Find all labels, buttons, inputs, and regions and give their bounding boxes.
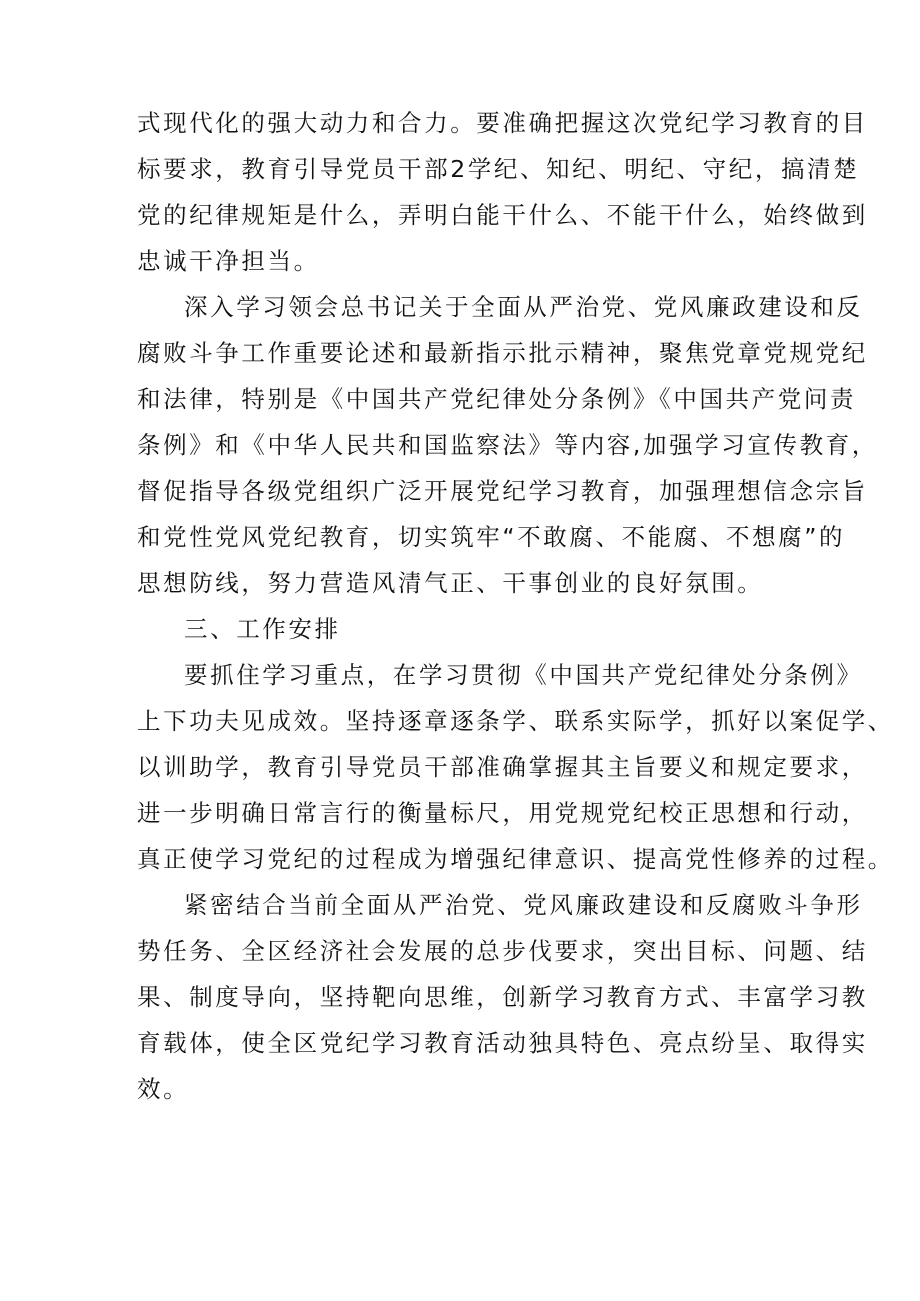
- text-line: 腐败斗争工作重要论述和最新指示批示精神，聚焦党章党规党纪: [137, 339, 868, 367]
- text-line: 真正使学习党纪的过程成为增强纪律意识、提高党性修养的过程。: [137, 845, 894, 873]
- text-line: 要抓住学习重点，在学习贯彻《中国共产党纪律处分条例》: [184, 661, 863, 689]
- section-heading-text: 三、工作安排: [184, 615, 341, 643]
- text-line: 和法律，特别是《中国共产党纪律处分条例》《中国共产党问责: [137, 385, 857, 413]
- paragraph-1: [137, 100, 868, 284]
- text-line: 紧密结合当前全面从严治党、党风廉政建设和反腐败斗争形: [184, 891, 863, 919]
- text-line: 忠诚干净担当。: [137, 247, 320, 275]
- text-line: 党的纪律规矩是什么，弄明白能干什么、不能干什么，始终做到: [137, 201, 868, 229]
- paragraph-2: [137, 284, 878, 606]
- document-body: [137, 100, 894, 1112]
- text-line: 育载体，使全区党纪学习教育活动独具特色、亮点纷呈、取得实: [137, 1029, 868, 1057]
- section-heading: [137, 606, 797, 652]
- text-line: 效。: [137, 1075, 190, 1103]
- text-line: 和党性党风党纪教育，切实筑牢“不敢腐、不能腐、不想腐”的: [137, 523, 846, 551]
- paragraph-4: [137, 882, 868, 1112]
- text-line: 深入学习领会总书记关于全面从严治党、党风廉政建设和反: [184, 293, 863, 321]
- text-line: 式现代化的强大动力和合力。要准确把握这次党纪学习教育的目: [137, 109, 868, 137]
- paragraph-3: [137, 652, 894, 882]
- text-line: 标要求，教育引导党员干部2学纪、知纪、明纪、守纪，搞清楚: [137, 155, 860, 183]
- text-line: 督促指导各级党组织广泛开展党纪学习教育，加强理想信念宗旨: [137, 477, 868, 505]
- text-line: 势任务、全区经济社会发展的总步伐要求，突出目标、问题、结: [137, 937, 868, 965]
- text-line: 上下功夫见成效。坚持逐章逐条学、联系实际学，抓好以案促学、: [137, 707, 894, 735]
- text-line: 果、制度导向，坚持靶向思维，创新学习教育方式、丰富学习教: [137, 983, 868, 1011]
- text-line: 以训助学，教育引导党员干部准确掌握其主旨要义和规定要求，: [137, 753, 868, 781]
- text-line: 条例》和《中华人民共和国监察法》等内容,加强学习宣传教育，: [137, 431, 878, 459]
- text-line: 思想防线，努力营造风清气正、干事创业的良好氛围。: [137, 569, 764, 597]
- text-line: 进一步明确日常言行的衡量标尺，用党规党纪校正思想和行动，: [137, 799, 868, 827]
